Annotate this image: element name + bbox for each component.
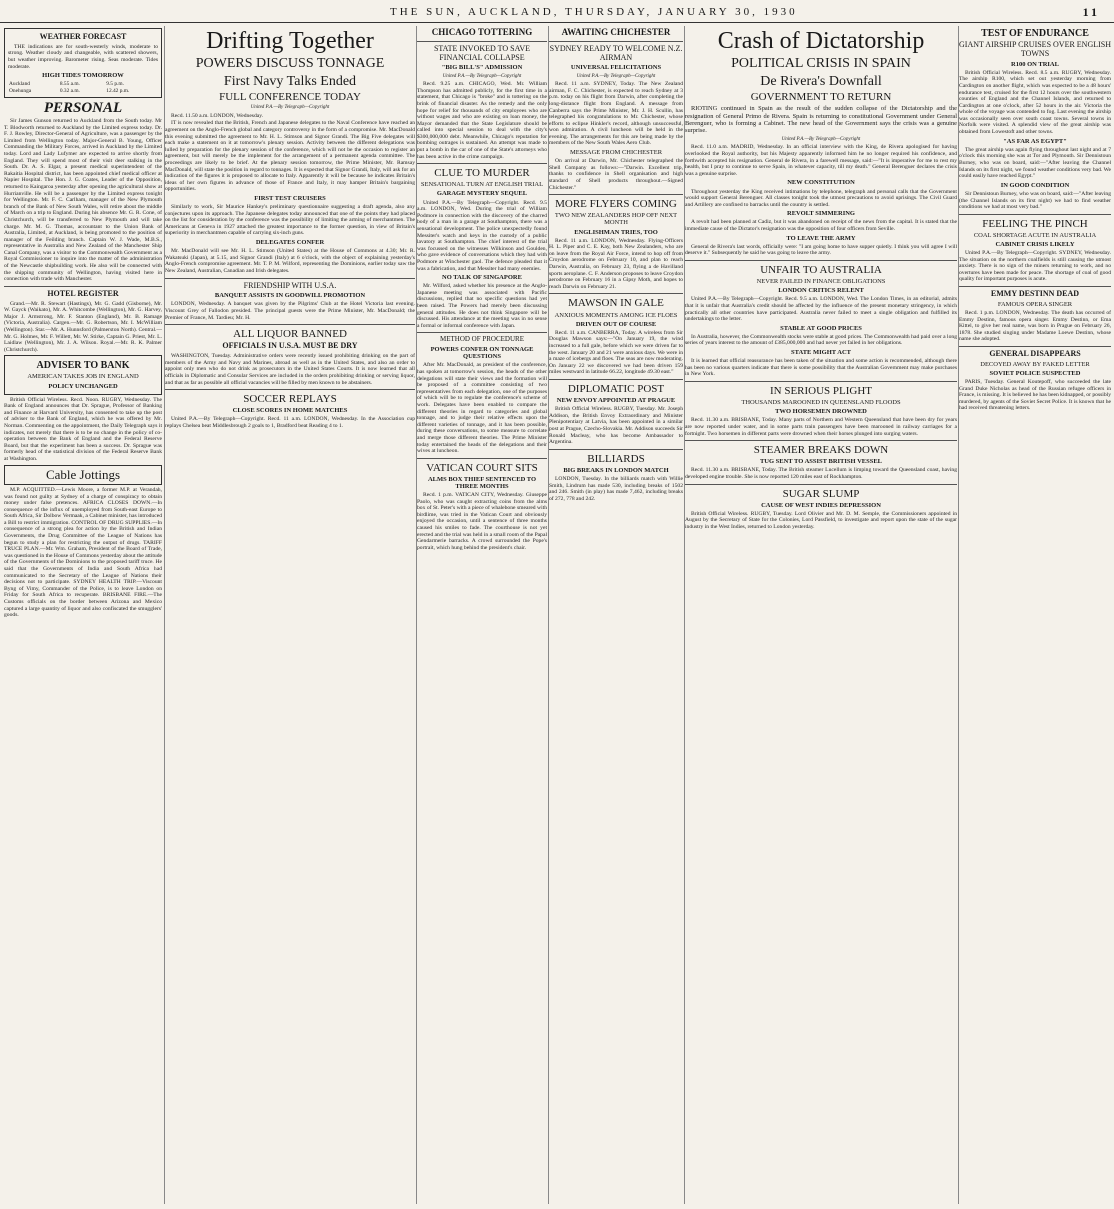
- hotel-heading: HOTEL REGISTER: [47, 288, 119, 298]
- subheading: BANQUET ASSISTS IN GOODWILL PROMOTION: [214, 292, 366, 300]
- tide-place: Onehunga: [9, 87, 32, 94]
- subheading: FEELING THE PINCH: [982, 217, 1088, 230]
- story-text: Similarly to work, Sir Maurice Hankey's preliminary questionnaire suggesting a draft agenda, also any conjectures upon its approach. The Japanese delegates today announced that one of the points they had placed on the list for consideration by the conference was the possibility of limiting the arming of merchantmen. The Americans at Geneva in 1927 attached the greatest importance to the former question, in view of Britain's superiority in merchantmen capable of carrying six-inch guns.: [165, 204, 415, 237]
- subheading: GENERAL DISAPPEARS: [989, 348, 1081, 358]
- story-text: It is learned that official reassurance has been taken of the situation and some action is recommended, although there has been no various quarters indicate that there is some possibility that the Australian Government may make purchases in New York.: [685, 358, 957, 378]
- subheading: FIRST TEST CRUISERS: [254, 194, 326, 202]
- personal-heading: PERSONAL: [43, 99, 123, 116]
- subheading: CLOSE SCORES IN HOME MATCHES: [232, 407, 348, 415]
- tides-heading: HIGH TIDES TOMORROW: [42, 72, 124, 80]
- headline-2: STATE INVOKED TO SAVE FINANCIAL COLLAPSE: [433, 43, 531, 62]
- story-text: WASHINGTON, Tuesday. Administrative orders were recently issued prohibiting drinking on the part of members of the Army and Navy and Marines, abroad as well as in the United States, and also an order to appoint only men who do not drink as prosecutors in the United States Courts. It is now learned that all officials in Diplomatic and Consular Services are included in the orders prohibiting drinking or serving liquor, and that as far as possible all official vacancies will be filled by men known to be abstainers.: [165, 353, 415, 386]
- headline: AWAITING CHICHESTER: [561, 27, 671, 37]
- subheading: ALMS BOX THIEF SENTENCED TO THREE MONTHS: [427, 475, 537, 490]
- adviser-box: [4, 355, 162, 394]
- story-text: Mr. Wilford, asked whether his presence at the Anglo-Japanese meeting was associated with Pacific discussions, replied that no specific questions had yet been raised. The Powers had merely been discussing general attitudes. He does not think Singapore will be discussed. His attendance at the meeting was in no sense a formal or informal conference with Japan.: [417, 283, 547, 329]
- subheading: THOUSANDS MAROONED IN QUEENSLAND FLOODS: [741, 399, 901, 407]
- story-text: United P.A.—By Telegraph—Copyright. Recd. 9.5 a.m. LONDON, Wed. During the trial of William Podmore in connection with the discovery of the charred body of a man in a garage at Southampton, there was a sensational development. The police unexpectedly found Messiter's watch and keys in the custody of a public lavatory at Southampton. The chief interest of the trial was focussed on the witnesses Wilkinson and Goulden, who gave evidence of conversations which they had with Podmore at Winchester gaol. The defence pleaded that it was a fabrication, and that Messiter had many enemies.: [417, 199, 547, 272]
- subheading: TWO NEW ZEALANDERS HOP OFF NEXT MONTH: [554, 212, 678, 227]
- tide-pm: 12.42 p.m.: [106, 87, 130, 94]
- byline: United P.A.—By Telegraph—Copyright: [442, 73, 522, 79]
- story-text: Recd. 1 p.m. VATICAN CITY, Wednesday. Giuseppe Paolo, who was caught extracting coins from the alms box of St. Peter's with a piece of whalebone smeared with birdlime, was tried in the Vatican Court and obviously enjoyed the occasion, until a sentence of three months caused his smiles to fade. The courthouse is not yet erected and the trial was held in a small room of the Papal Gendarmerie barracks. A crowd surrounded the Pope's portrait, which hung behind the president's chair.: [417, 492, 547, 551]
- column-2: [164, 26, 415, 1204]
- subheading: NEW ENVOY APPOINTED AT PRAGUE: [556, 397, 676, 405]
- subheading: FAMOUS OPERA SINGER: [997, 300, 1073, 308]
- story-text: British Official Wireless. RUGBY, Tuesday. Lord Olivier and Mr. D. M. Semple, the Commissioners appointed in August by the Secretary of State for the Colonies, Lord Passfield, to investigate and report upon the state of the sugar industry in the West Indies, returned to London yesterday.: [685, 510, 957, 530]
- subheading: DIPLOMATIC POST: [567, 382, 665, 395]
- tide-pm: 9.5 p.m.: [106, 81, 124, 88]
- headline-3: De Rivera's Downfall: [760, 73, 882, 89]
- subheading: MORE FLYERS COMING: [555, 198, 677, 211]
- subheading: IN GOOD CONDITION: [1000, 181, 1070, 189]
- adviser-subheading: AMERICAN TAKES JOB IN ENGLAND: [27, 373, 139, 381]
- adviser-heading: ADVISER TO BANK: [36, 360, 130, 372]
- story-text: Recd. 1 p.m. LONDON, Wednesday. The death has occurred of Emmy Destinn, famous opera singer. Emmy Destinn, or Ema Kittel, to give her real name, was born in Prague on February 26, 1878. She studied singing under Madame Loewe Destinn, whose name she adopted.: [959, 309, 1111, 343]
- column-5: [684, 26, 957, 1204]
- column-1: [4, 26, 162, 1204]
- story-text: PARIS, Tuesday. General Koutepoff, who succeeded the late Grand Duke Nicholas as head of the Russian refugee officers in France, is missing. It is believed he has been kidnapped, or possibly murdered, by agents of the Soviet Secret Police. It is known that he had received threatening letters.: [959, 379, 1111, 412]
- subheading: NO TALK OF SINGAPORE: [442, 274, 522, 282]
- subheading: EMMY DESTINN DEAD: [990, 289, 1080, 299]
- table-row: [8, 81, 158, 88]
- headline-2: POLITICAL CRISIS IN SPAIN: [731, 56, 911, 72]
- story-text: LONDON, Tuesday. In the billiards match with Willie Smith, Lindrum has made 530, including breaks of 1502 and 246. Smith (in play) has made 7,462, including breaks of 272, 778 and 242.: [549, 476, 683, 502]
- subheading: UNFAIR TO AUSTRALIA: [760, 263, 882, 276]
- story-text: The great airship was again flying throughout last night and at 7 o'clock this morning she was at Tor and Plymouth. Sir Dennistoun Burney, who was on board, said:—"After leaving the Channel Islands on its first night, we found weather conditions very bad. We could easily have reached Egypt.": [959, 146, 1111, 180]
- subheading: CLUE TO MURDER: [434, 167, 530, 180]
- subheading: NEVER FAILED IN FINANCE OBLIGATIONS: [756, 278, 886, 286]
- subheading: VATICAN COURT SITS: [426, 461, 538, 474]
- weather-text: THE indications are for south-westerly winds, moderate to strong. Weather cloudy and changeable, with scattered showers, but weather improving. Barometer rising. Seas moderate. Tides moderate.: [8, 43, 158, 70]
- tide-am: 8.55 a.m.: [59, 81, 80, 88]
- subheading: ALL LIQUOR BANNED: [233, 328, 347, 341]
- hotel-text: Grand.—Mr. R. Stewart (Hastings), Mr. G. Gadd (Gisborne), Mr. W. Gayck (Waikato), Mr. A. Whitcombe (Wellington), Mr. G. Harvey, Major J. Armstrong, Mr. F. Stanton (England), Mr. B. Ramage (Victoria, Australia). Cargen.—Mr. G. Robertson, Mr. I. McWilliam (Wellington). Star.—Mr. A. Hunnsford (Palmerston North). Central.—Mr. G. Holmes, Mr. F. Willett, Mr. W. Stirke, Captain G. Priest, Mr. L. Laidlaw (Wellington), Mr. J. A. Wilson. Royal.—Mr. R. K. Palmer (Christchurch).: [4, 300, 162, 353]
- subheading: "AS FAR AS EGYPT": [1003, 137, 1067, 145]
- subheading: DELEGATES CONFER: [255, 239, 325, 246]
- subheading: NEW CONSTITUTION: [787, 179, 855, 187]
- headline-3: R100 ON TRIAL: [1011, 60, 1059, 68]
- subheading: FRIENDSHIP WITH U.S.A.: [243, 280, 337, 290]
- story-text: United P.A.—By Telegraph—Copyright. SYDNEY, Wednesday. The situation on the northern coalfields is still causing the utmost anxiety. There is no sign of the miners returning to work, and no overtures have been made for peace. The shortage of coal of good quality for important purposes is acute.: [959, 250, 1111, 283]
- story-text: Recd. 9.25 a.m. CHICAGO, Wed. Mr. William Thompson has admitted publicly, for the first time in a statement, that Chicago is "broke" and is tottering on the brink of financial disaster. As the remedy and the only hope for relief for thousands of city employees who are without wages and who are existing on loan money, the Mayor demanded that the State Legislature should be called into special session to deal with the city's $300,000,000 debt. Meanwhile, Chicago's reputation for bombing outrages is sustained. An attempt was made to put a bomb in the car of one of the State's attorneys who has been active in the crime campaign.: [417, 81, 547, 160]
- subheading: STABLE AT GOOD PRICES: [780, 324, 862, 332]
- table-row: [8, 88, 158, 95]
- story-text: IT is now revealed that the British, French and Japanese delegates to the Naval Conference have reached an agreement on the Anglo-French global and category controversy in the form of a compromise. Mr. MacDonald this evening submitted the agreement to Mr. H. L. Stimson and Signor Grandi. The Big Five delegates will each make a statement on it at tomorrow's plenary session. Activity between the different delegations was lulled by preparation for the plenary session of the conference, which will not be the occasion to register an agreement, but will merely be the implement for the arrangement of a permanent agenda committee. The proceedings are likely to be brief. At the plenary session tomorrow, the Prime Minister, Mr. Ramsay MacDonald, will state the position in regard to tonnages. It is expected that Signor Grandi, Italy, will ask for an indication of the figures it is proposed to allocate to Italy. Apparently it will be because he indicates Britain's ideas of her own figures in advance of those of France and Italy, it may hamper Britain's bargaining opportunities.: [165, 120, 415, 193]
- story-text: British Official Wireless. RUGBY, Tuesday. Mr. Joseph Addison, the British Envoy Extraordinary and Minister Plenipotentiary at Latvia, has been appointed in a similar post at Prague, Czecho-Slovakia. Mr. Addison succeeds Sir Ronald Macleay, who has become Ambassador to Argentina.: [549, 406, 683, 446]
- subheading: CAUSE OF WEST INDIES DEPRESSION: [761, 501, 881, 509]
- subheading: IN SERIOUS PLIGHT: [769, 384, 873, 397]
- story-text: After Mr. MacDonald, as president of the conference, has spoken at tomorrow's session, the heads of the other delegations will state their views and the formation will be proposed of a committee consisting of two representatives from each delegation, one of the purposes of which will be to regulate the conference's scheme of work. Delegates have been enabled to compare the different theories in regard to categories and global tonnage, and to judge their relative effects upon the different varieties of tonnage, and it has been possible, during these conversations, to some measure to correlate and merge those different theories. The Prime Minister today entertained the heads of the delegations and their wives at luncheon.: [417, 362, 547, 455]
- headline: TEST OF ENDURANCE: [981, 28, 1089, 39]
- subheading: SUGAR SLUMP: [782, 487, 860, 500]
- cable-heading: Cable Jottings: [4, 465, 162, 485]
- headline-2: GIANT AIRSHIP CRUISES OVER ENGLISH TOWNS: [959, 40, 1111, 58]
- subheading: SENSATIONAL TURN AT ENGLISH TRIAL: [420, 181, 544, 189]
- headline-4: FULL CONFERENCE TODAY: [219, 91, 361, 104]
- story-text: Recd. 11.30 a.m. BRISBANE, Today. The British steamer Lucellum is limping toward the Queensland coast, having developed engine trouble. She is now reported 120 miles east of Rockhampton.: [685, 467, 957, 480]
- subheading: GARAGE MYSTERY SEQUEL: [436, 190, 528, 198]
- headline-2: POWERS DISCUSS TONNAGE: [195, 56, 385, 72]
- adviser-text: British Official Wireless. Recd. Noon. RUGBY, Wednesday. The Bank of England announces that Dr. Sprague, Professor of Banking and Finance at Harvard University, has consented to take up the post of adviser to the Bank of England, which he was offered by Mr. Norman. Commenting on the appointment, the Daily Telegraph says it indicates, not merely that there is to be no change in the policy of co-operation between the Bank of England and the Federal Reserve Board, but that the experiment has been a success. Dr. Sprague was formerly head of the statistical division of the Federal Reserve Bank at Washington.: [4, 396, 162, 463]
- subheading: TO LEAVE THE ARMY: [786, 234, 856, 242]
- headline-3: First Navy Talks Ended: [223, 73, 357, 89]
- weather-heading: WEATHER FORECAST: [39, 32, 127, 41]
- subheading: DECOYED AWAY BY FAKED LETTER: [980, 360, 1090, 368]
- headline-3: UNIVERSAL FELICITATIONS: [570, 64, 662, 72]
- subheading: COAL SHORTAGE ACUTE IN AUSTRALIA: [973, 231, 1097, 239]
- tides-table: [8, 81, 158, 94]
- subheading: ANXIOUS MOMENTS AMONG ICE FLOES: [554, 311, 678, 319]
- story-text: British Official Wireless. Recd. 8.5 a.m. RUGBY, Wednesday. The airship R100, which set out yesterday morning from Cardington on another flight, which was expected to be a 48 hours' endurance test, cruised for the first 12 hours over the southwestern counties of England and the Channel Islands, and returned to Cardington at one o'clock, after 52 hours in the air. Victoria the whole of the voyage was contended to fog. Last evening the airship was occasionally seen over south coast towns. Several towns in Norfolk were visited. A splendid view of the great airship was obtained from Lowestoft and other towns.: [959, 69, 1111, 136]
- story-text: Sir Dennistoun Burney, who was on board, said:—"After leaving (the Channel Islands on its first night) we had to find weather conditions we had at most very bad.": [959, 190, 1111, 211]
- byline: United P.A.—By Telegraph—Copyright: [250, 105, 330, 111]
- page-number: 11: [1082, 5, 1100, 19]
- subheading: ENGLISHMAN TRIES, TOO: [574, 228, 658, 236]
- subheading: BIG BREAKS IN LONDON MATCH: [563, 466, 669, 474]
- lead-text: RIOTING continued in Spain as the result of the sudden collapse of the Dictatorship and the resignation of General Primo de Rivera. Spain is returning to constitutional Government under General Berenguer, who is forming a Cabinet. The new head of the Government says the crisis was a genuine surprise.: [685, 105, 957, 135]
- subheading: LONDON CRITICS RELENT: [778, 287, 864, 295]
- byline: United P.A.—By Telegraph—Copyright: [781, 136, 861, 142]
- story-text: Throughout yesterday the King received intimations by telephone, telegraph and personal calls that the Government would support General Berenguer. All classes tonight took the utmost precautions to avoid uprisings. The Civil Guard and Artillery are confined to barracks until the country is settled.: [685, 188, 957, 208]
- column-4: [548, 26, 683, 1204]
- subheading: REVOLT SIMMERING: [787, 210, 855, 218]
- subheading: TUG SENT TO ASSIST BRITISH VESSEL: [759, 458, 883, 466]
- masthead-title: THE SUN, AUCKLAND, THURSDAY, JANUARY 30, 1930: [390, 6, 798, 18]
- subheading: MESSAGE FROM CHICHESTER: [569, 149, 663, 157]
- subheading: STEAMER BREAKS DOWN: [753, 444, 889, 457]
- story-text: Recd. 11.0 a.m. MADRID, Wednesday. In an official interview with the King, de Rivera apologised for having overlooked the Royal authority, but his Majesty apparently informed him he no longer required his confidence, and forthwith accepted his resignation. General de Rivera, in a farewell message, said:—"It is imperative for me to rest my health, but I pray to continue to serve Spain, in whatever capacity, till my death." General Berenguer declares the crisis was a genuine surprise.: [685, 144, 957, 177]
- story-text: Recd. 11.30 a.m. BRISBANE, Today. Many parts of Northern and Western Queensland that have been dry for years are now reported under water, and in some parts train passengers have been marooned in railway carriages for a fortnight. Two horsemen in different parts were drowned when their horses plunged into surging waters.: [685, 417, 957, 437]
- headline-2: SYDNEY READY TO WELCOME N.Z. AIRMAN: [549, 43, 683, 62]
- subheading: MAWSON IN GALE: [568, 297, 664, 310]
- tide-place: Auckland: [9, 81, 30, 88]
- column-6: [958, 26, 1111, 1204]
- subheading: STATE MIGHT ACT: [791, 349, 851, 357]
- story-text: LONDON, Wednesday. A banquet was given by the Pilgrims' Club at the Hotel Victoria last evening. Viscount Grey of Fallodon presided. The principal guests were the Prime Minister, Mr. MacDonald; the Premier of France, M. Tardieu; Mr. H.: [165, 301, 415, 321]
- tide-am: 0.32 a.m.: [59, 87, 80, 94]
- story-text: Recd. 11 a.m. SYDNEY, Today. The New Zealand airman, F. C. Chichester, is expected to reach Sydney at 3 p.m. today on his flight from Darwin, after completing the long-distance flight from England. A message from Canberra says the Prime Minister, Mr. J. H. Scullin, has telegraphed his congratulations to Mr. Chichester, whose efforts to eclipse Hinkler's record, although unsuccessful, won admiration. A civil luncheon will be held in the evening. The arrangements for this are being made by the members of the New South Wales Aero Club.: [549, 81, 683, 147]
- byline: United P.A.—By Telegraph—Copyright: [576, 73, 656, 79]
- story-text: A revolt had been planned at Cadiz, but it was abandoned on receipt of the news from the capital. It is stated that the immediate cause of the Dictator's resignation was the opposition of four officers from Seville.: [685, 219, 957, 233]
- subheading: DRIVEN OUT OF COURSE: [575, 320, 657, 328]
- weather-box: [4, 28, 162, 98]
- headline-3: "BIG BILL'S" ADMISSION: [441, 64, 523, 72]
- subheading: SOVIET POLICE SUSPECTED: [989, 369, 1081, 377]
- subheading: POWERS CONFER ON TONNAGE QUESTIONS: [430, 346, 534, 361]
- story-text: United P.A.—By Telegraph—Copyright. Recd. 9.5 a.m. LONDON, Wed. The London Times, in an editorial, admits that it is unfair that Australia's credit should be affected by the influence of the present monetary stringency, in which practically all other countries have participated. Australia never failed to meet a single obligation and fulfilled its undertakings to the letter.: [685, 296, 957, 323]
- subheading: METHOD OF PROCEDURE: [439, 335, 524, 344]
- cable-text: M.P. ACQUITTED.—Lewis Moore, a former M.P. at Verandah, was found not guilty at Sydney of a charge of conspiracy to obtain money under false pretences. AFRICA CLOSES DOWN.—In consequence of the influx of unemployed from South-east Europe to South Africa, Sir Dolbow Vermaak, a Cabinet minister, has introduced a Bill to restrict immigration. CONTROL OF DRUG SUPPLIES.—In consequence of a strong plea for action by the British and Indian Governments, the Drug Committee of the League of Nations has begun to study a plan for restricting the output of drugs. TARIFF TRUCE PLAN.—Mr. Wm. Graham, President of the Board of Trade, was questioned in the House of Commons yesterday about the attitude of the Governments of the Dominions to the proposed tariff truce. He said that the Governments of India and South Africa had communicated to the Secretary of the League of Nations their decisions not to participate. SYDNEY HEALTH TRIP.—Viscount Byng of Vimy, Commander of the Police, is to leave London on Friday for South Africa to recuperate. BRISBANE FIRE.—The Customs officials on the border between Arizona and Mexico captured a large quantity of liquor and also confiscated the smugglers' goods.: [4, 486, 162, 619]
- story-text: United P.A.—By Telegraph—Copyright. Recd. 11 a.m. LONDON, Wednesday. In the Association cup replays Chelsea beat Middlesbrough 2 goals to 1, Bradford beat Reading 4 to 1.: [165, 416, 415, 429]
- headline: Crash of Dictatorship: [717, 28, 925, 54]
- story-text: Recd. 11 a.m. LONDON, Wednesday. Flying-Officers H. L. Piper and C. E. Kay, both New Zealanders, who are on leave from the Royal Air Force, intend to hop off from Croydon aerodrome on February 10, and plan to reach Darwin, Australia, on February 23, flying a de Havilland sports aeroplane. C. F. Anderson proposes to leave Croydon aerodrome on February 16 in a Gipsy Moth, and hopes to reach Darwin on February 21.: [549, 237, 683, 290]
- column-3: [416, 26, 547, 1204]
- headline: Drifting Together: [206, 28, 374, 54]
- personal-text: Sir James Gunson returned to Auckland from the South today. Mr T. Blodworth returned to Auckland by the Limited express today. Dr. F. J. Rowley, Director-General of Agriculture, was a passenger by the Limited from Wellington today. Major-General B. Young, Officer Commanding the Military Forces, arrived in Auckland by the Limited today. Lord and Lady Lufymer are expected to arrive shortly from England. They will spend most of their visit deer stalking in the South. Dr. A. S. Elgar, a present medical superintendent of the Rakaitia Hospital district, has been appointed chief medical officer at Napier Hospital. The Hon. J. G. Coates, Leader of the Opposition, returned to Kaingaroa yesterday after opening the agricultural show at Hurrianville. He will be a passenger by the Limited express tonight for Wellington. Mr. F. C. Carlham, manager of the New Plymouth branch of the Bank of New South Wales, will retire about the middle of March on a trip to England. During his absence Mr. G. R. Cone, of Christchurch, will be transferred to New Plymouth and will take charge. Mr. M. G. Thomas, accountant to the Union Bank of Australia, Limited, at Auckland, is being promoted to the position of manager of the Feilding branch. Captain W. J. Wade, M.B.S., representative in Australia and New Zealand of the Manchester Ship Canal Company, was a visitor to the Commonwealth Government as a Royal Commissioner to inquire into the matter of the administration of the Newcastle shipbuilding work. He also will be connected with the shipping community of Wellington, having visited here in connection with trade with Manchester.: [4, 118, 162, 283]
- subheading: BILLIARDS: [587, 452, 645, 465]
- story-text: On arrival at Darwin, Mr. Chichester telegraphed the Shell Company as follows:—"Darwin. Excellent trip, thanks to confidence in Shell organisation and high standard of Shell products throughout.—Signed Chichester.": [549, 158, 683, 191]
- story-text: Mr. MacDonald will see Mr. H. L. Stimson (United States) at the House of Commons at 4.30; Mr. R. Wakatsuki (Japan), at 5.15, and Signor Grandi (Italy) at 6 o'clock, with the object of explaining yesterday's Anglo-French compromise agreement. Mr. T. P. M. Wilford, representing the Dominions, earlier today saw the New Zealand, Australian, Canadian and Irish delegates.: [165, 248, 415, 274]
- story-text: General de Rivera's last words, officially were: "I am going home to have supper quietly. I think you will agree I will deserve it." Subsequently he said he was going to leave the army.: [685, 243, 957, 257]
- masthead: [0, 4, 1114, 23]
- story-text: In Australia, however, the Commonwealth stocks were stable at good prices. The Commonwealth had paid over a long series of years interest to the amount of £385,000,000 and had never yet failed in her obligations.: [685, 333, 957, 347]
- headline: CHICAGO TOTTERING: [431, 27, 533, 37]
- adviser-subheading-2: POLICY UNCHANGED: [48, 382, 118, 390]
- subheading: OFFICIALS IN U.S.A. MUST BE DRY: [222, 341, 358, 351]
- subheading: SOCCER REPLAYS: [243, 393, 337, 406]
- subheading: CABINET CRISIS LIKELY: [995, 240, 1075, 248]
- dateline: Recd. 11.50 a.m. LONDON, Wednesday.: [171, 112, 264, 119]
- headline-4: GOVERNMENT TO RETURN: [750, 91, 892, 104]
- subheading: TWO HORSEMEN DROWNED: [775, 408, 867, 416]
- story-text: Recd. 11 a.m. CANBERRA, Today. A wireless from Sir Douglas Mawson says:—"On January 19, the wind increased to a full gale, before which we were driven far to the west. January 20 and 21 were anxious days. We were in a maze of icebergs and floes. The seas are now moderating. On January 22 we discovered we had been driven 159 miles westward in latitude 66.22, longitude 49.30 east.": [549, 329, 683, 376]
